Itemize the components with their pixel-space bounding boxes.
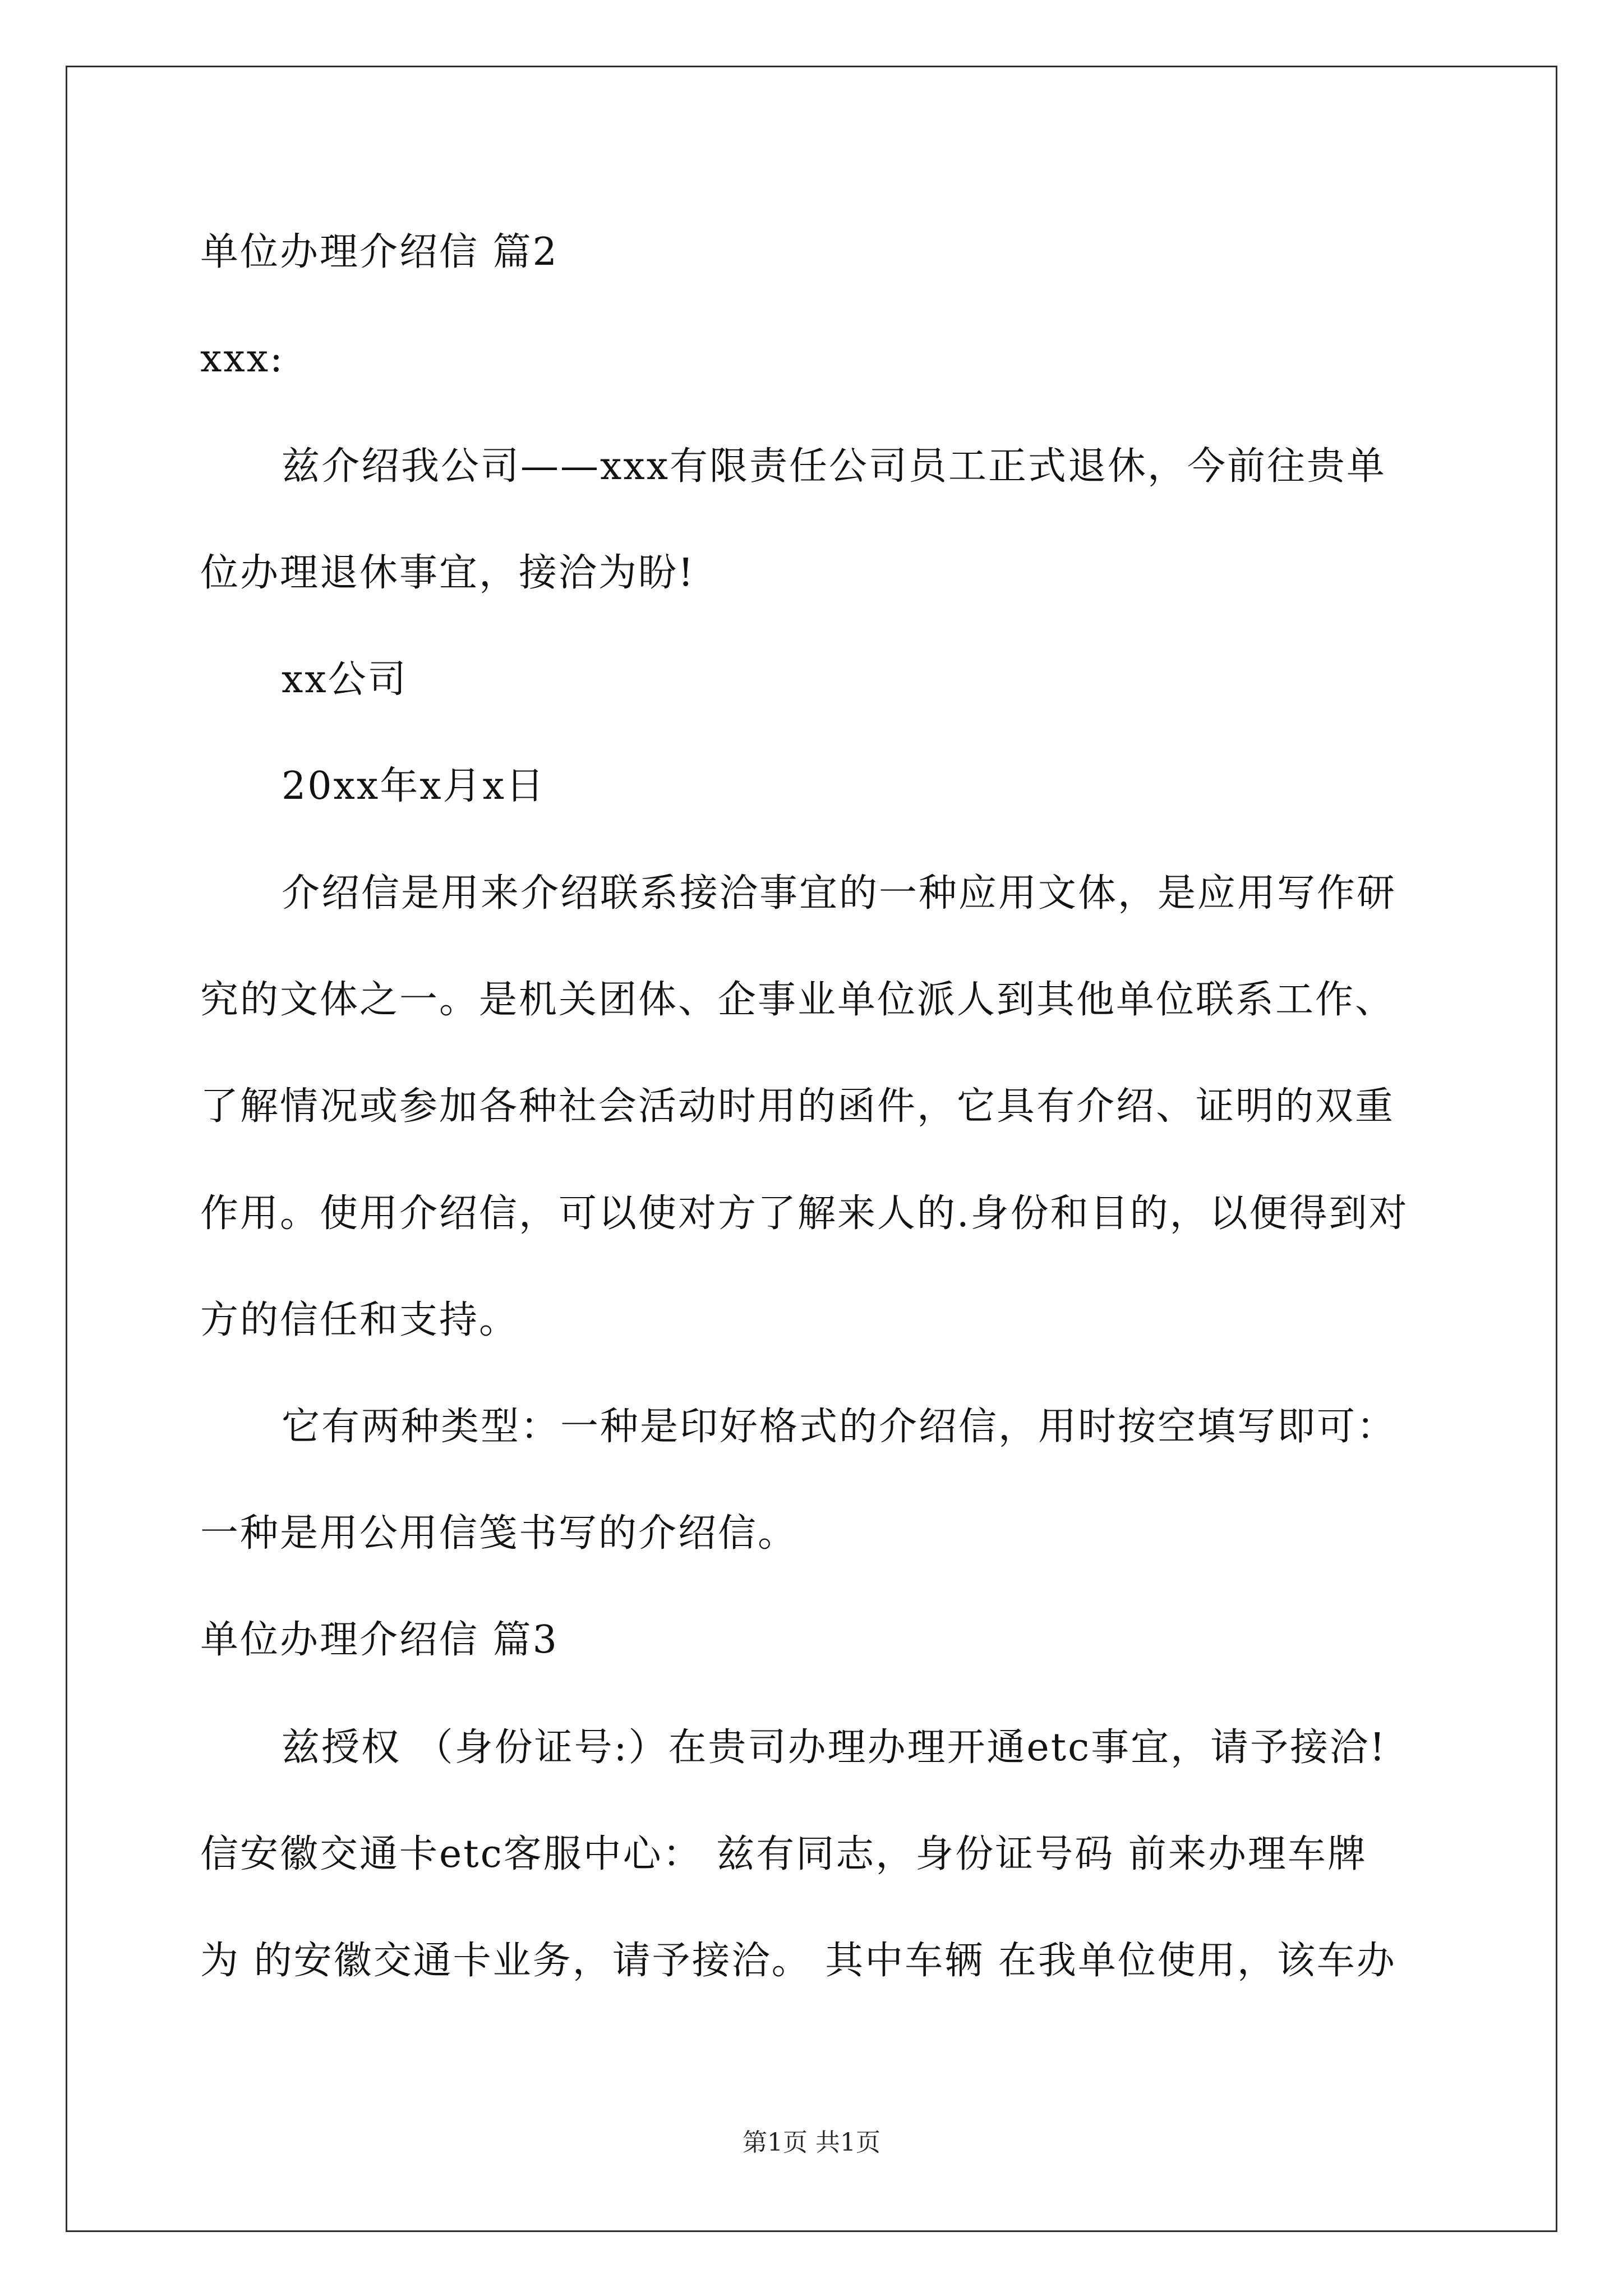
page-border (66, 66, 1557, 2232)
paragraph-line: 介绍信是用来介绍联系接洽事宜的一种应用文体，是应用写作研 (282, 871, 1397, 915)
section-heading-3: 单位办理介绍信 篇3 (200, 1618, 559, 1662)
signature-date: 20xx年x月x日 (282, 764, 546, 808)
paragraph-line: 信安徽交通卡etc客服中心： 兹有同志，身份证号码 前来办理车牌 (200, 1832, 1367, 1876)
salutation: xxx: (200, 337, 284, 381)
paragraph-line: 方的信任和支持。 (200, 1298, 519, 1342)
signature-company: xx公司 (282, 657, 408, 702)
paragraph-line: 究的文体之一。是机关团体、企事业单位派人到其他单位联系工作、 (200, 978, 1395, 1022)
paragraph-line: 了解情况或参加各种社会活动时用的函件，它具有介绍、证明的双重 (200, 1084, 1395, 1129)
paragraph-line: 为 的安徽交通卡业务，请予接洽。 其中车辆 在我单位使用，该车办 (200, 1939, 1396, 1983)
paragraph-line: 它有两种类型：一种是印好格式的介绍信，用时按空填写即可： (282, 1405, 1397, 1449)
paragraph-line: 作用。使用介绍信，可以使对方了解来人的.身份和目的，以便得到对 (200, 1191, 1409, 1236)
paragraph-line: 一种是用公用信笺书写的介绍信。 (200, 1511, 798, 1556)
section-heading-2: 单位办理介绍信 篇2 (200, 230, 559, 274)
paragraph-line: 位办理退休事宜，接洽为盼! (200, 551, 695, 595)
page-footer: 第1页 共1页 (743, 2128, 880, 2157)
paragraph-line: 兹授权 （身份证号:）在贵司办理办理开通etc事宜，请予接洽! (282, 1726, 1387, 1770)
paragraph-line: 兹介绍我公司——xxx有限责任公司员工正式退休，今前往贵单 (282, 444, 1387, 489)
